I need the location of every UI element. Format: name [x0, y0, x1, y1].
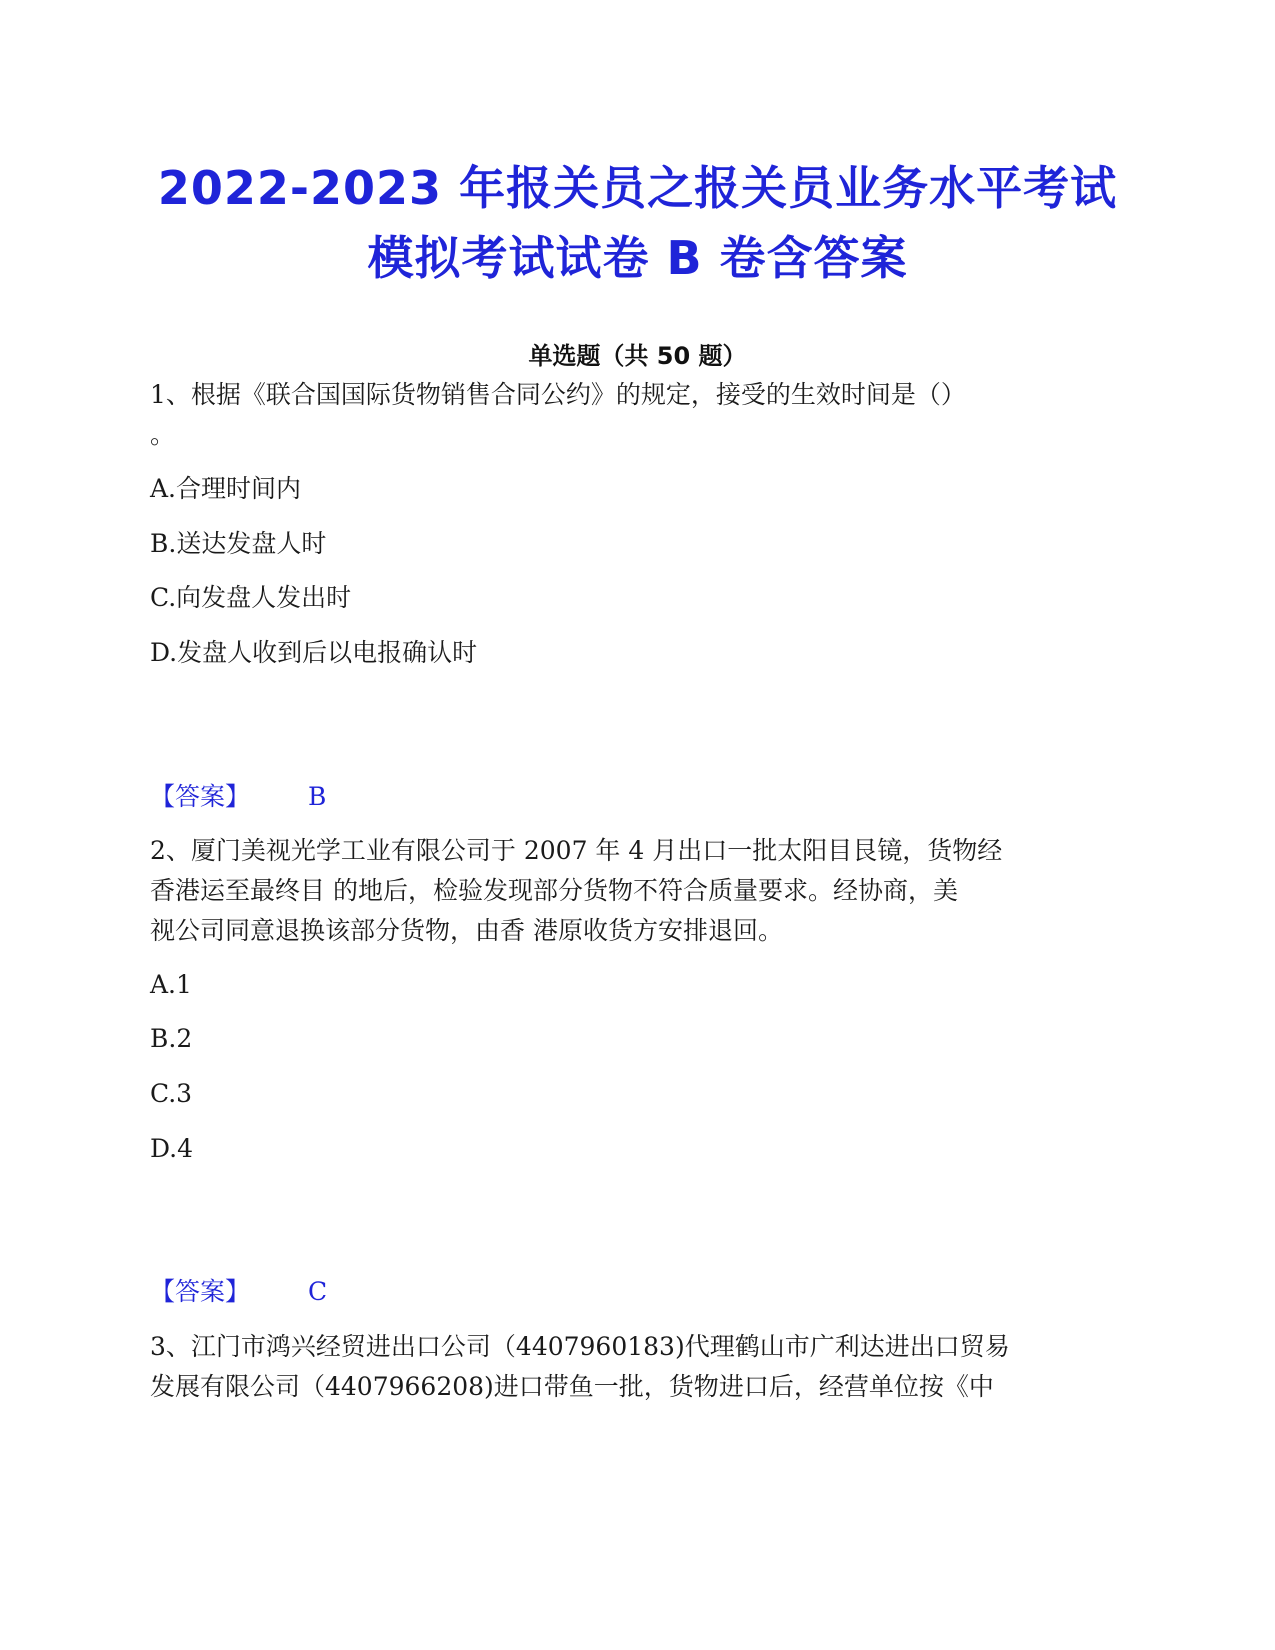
question-2-option-b: B.2 — [150, 1024, 193, 1053]
question-1-option-d: D.发盘人收到后以电报确认时 — [150, 638, 478, 667]
question-3-text-line-1: 3、江门市鸿兴经贸进出口公司（4407960183)代理鹤山市广利达进出口贸易 — [150, 1332, 1010, 1361]
question-2-option-d: D.4 — [150, 1134, 194, 1163]
section-heading: 单选题（共 50 题） — [528, 342, 747, 370]
document-title-line-2: 模拟考试试卷 B 卷含答案 — [367, 231, 908, 285]
question-1-option-c: C.向发盘人发出时 — [150, 583, 352, 612]
question-3-text-line-2: 发展有限公司（4407966208)进口带鱼一批，货物进口后，经营单位按《中 — [150, 1372, 994, 1401]
question-1-text-line-2: 。 — [150, 420, 176, 449]
answer-value: C — [308, 1277, 328, 1306]
question-2-option-c: C.3 — [150, 1079, 193, 1108]
question-2-text-line-3: 视公司同意退换该部分货物，由香 港原收货方安排退回。 — [150, 916, 783, 945]
question-1-option-a: A.合理时间内 — [150, 474, 302, 503]
question-2-option-a: A.1 — [150, 970, 192, 999]
answer-value: B — [308, 782, 327, 811]
answer-label: 【答案】 — [150, 782, 251, 811]
question-2-text-line-2: 香港运至最终目 的地后，检验发现部分货物不符合质量要求。经协商，美 — [150, 876, 958, 905]
answer-label: 【答案】 — [150, 1277, 251, 1306]
document-title-line-1: 2022-2023 年报关员之报关员业务水平考试 — [157, 161, 1118, 215]
question-1-text-line-1: 1、根据《联合国国际货物销售合同公约》的规定，接受的生效时间是（） — [150, 380, 966, 409]
question-1-answer — [150, 782, 327, 812]
question-1-option-b: B.送达发盘人时 — [150, 529, 327, 558]
question-2-answer — [150, 1277, 328, 1307]
question-2-text-line-1: 2、厦门美视光学工业有限公司于 2007 年 4 月出口一批太阳目艮镜，货物经 — [150, 836, 1003, 865]
